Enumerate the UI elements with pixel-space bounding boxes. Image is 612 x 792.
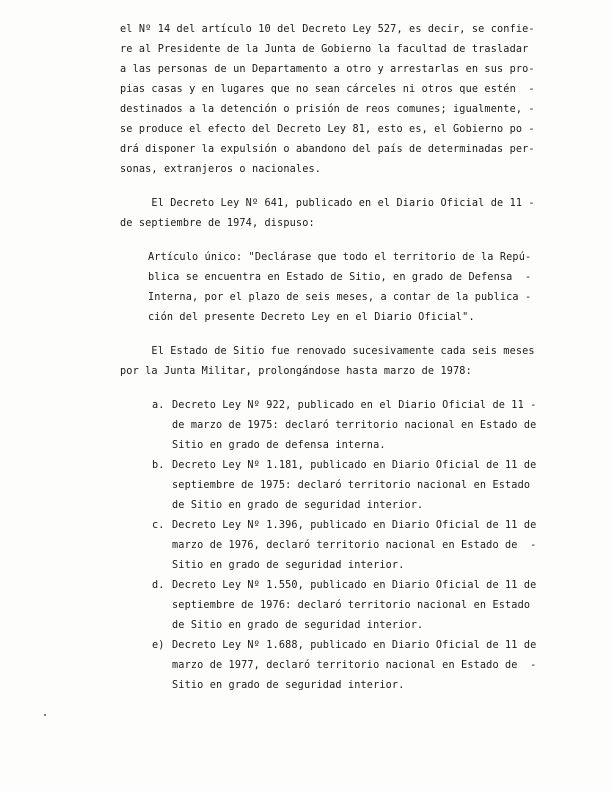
list-line: de Sitio en grado de seguridad interior. <box>172 500 424 511</box>
list-line: Sitio en grado de seguridad interior. <box>172 680 405 691</box>
paragraph-line: de septiembre de 1974, dispuso: <box>120 218 315 229</box>
quote-line: Interna, por el plazo de seis meses, a contar de la publica - <box>148 292 532 303</box>
list-line: Sitio en grado de seguridad interior. <box>172 560 405 571</box>
list-line: Decreto Ley Nº 1.688, publicado en Diario Oficial de 11 de <box>172 640 537 651</box>
list-line: Decreto Ley Nº 1.396, publicado en Diario Oficial de 11 de <box>172 520 537 531</box>
list-marker: b. <box>152 460 165 471</box>
list-marker: a. <box>152 400 165 411</box>
list-line: septiembre de 1975: declaró territorio nacional en Estado <box>172 480 531 491</box>
quote-line: blica se encuentra en Estado de Sitio, en grado de Defensa - <box>148 272 532 283</box>
paragraph-line: El Decreto Ley Nº 641, publicado en el Diario Oficial de 11 - <box>120 198 535 209</box>
list-line: Decreto Ley Nº 1.550, publicado en Diario Oficial de 11 de <box>172 580 537 591</box>
paragraph-line: re al Presidente de la Junta de Gobierno la facultad de trasladar <box>120 44 529 55</box>
list-line: Decreto Ley Nº 922, publicado en el Diario Oficial de 11 - <box>172 400 537 411</box>
quote-line: Artículo único: "Declárase que todo el territorio de la Repú- <box>148 252 532 263</box>
paragraph-line: a las personas de un Departamento a otro y arrestarlas en sus pro- <box>120 64 535 75</box>
list-line: de marzo de 1975: declaró territorio nacional en Estado de <box>172 420 537 431</box>
list-line: Sitio en grado de defensa interna. <box>172 440 386 451</box>
paragraph-line: el Nº 14 del artículo 10 del Decreto Ley 527, es decir, se confie- <box>120 24 535 35</box>
list-line: septiembre de 1976: declaró territorio nacional en Estado <box>172 600 531 611</box>
paragraph-line: sonas, extranjeros o nacionales. <box>120 164 322 175</box>
paragraph-line: destinados a la detención o prisión de reos comunes; igualmente, - <box>120 104 535 115</box>
paragraph-line: pias casas y en lugares que no sean cárceles ni otros que estén - <box>120 84 535 95</box>
list-line: Decreto Ley Nº 1.181, publicado en Diario Oficial de 11 de <box>172 460 537 471</box>
list-line: marzo de 1977, declaró territorio nacional en Estado de - <box>172 660 537 671</box>
paragraph-line: El Estado de Sitio fue renovado sucesivamente cada seis meses <box>120 346 535 357</box>
list-marker: e) <box>152 640 165 651</box>
list-line: marzo de 1976, declaró territorio nacional en Estado de - <box>172 540 537 551</box>
list-marker: d. <box>152 580 165 591</box>
scan-speck <box>44 714 46 716</box>
paragraph-line: se produce el efecto del Decreto Ley 81, esto es, el Gobierno po - <box>120 124 535 135</box>
list-marker: c. <box>152 520 165 531</box>
quote-line: ción del presente Decreto Ley en el Diario Oficial". <box>148 312 475 323</box>
list-line: de Sitio en grado de seguridad interior. <box>172 620 424 631</box>
paragraph-line: drá disponer la expulsión o abandono del país de determinadas per- <box>120 144 535 155</box>
paragraph-line: por la Junta Militar, prolongándose hasta marzo de 1978: <box>120 366 472 377</box>
